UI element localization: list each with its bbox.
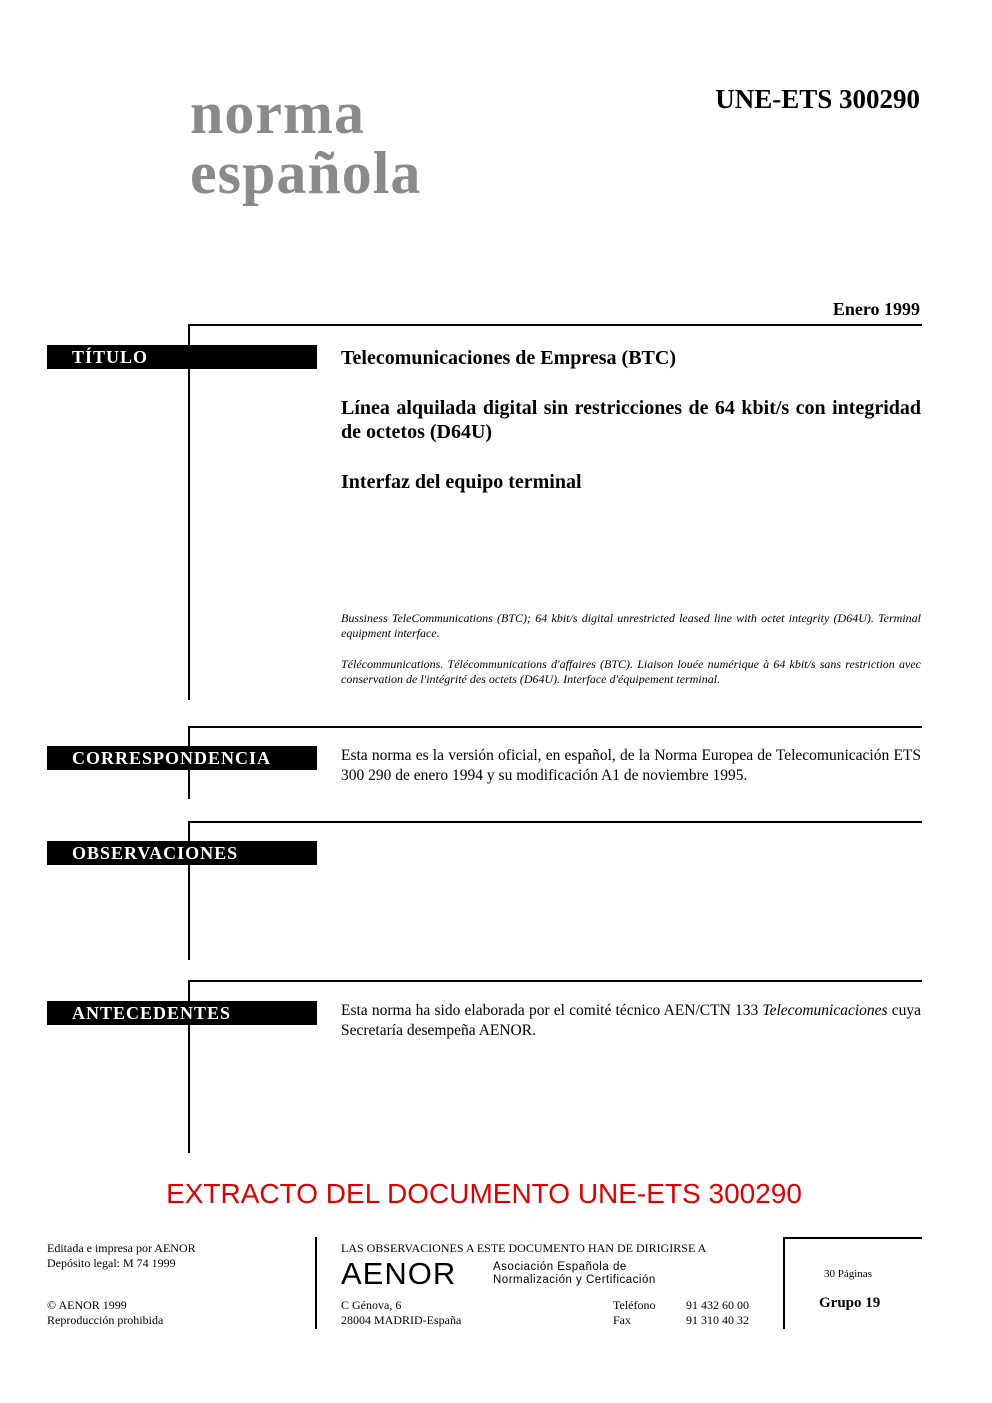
footer-reproduction: Reproducción prohibida bbox=[47, 1313, 164, 1327]
aenor-association-line-1: Asociación Española de bbox=[493, 1261, 627, 1273]
group-number: Grupo 19 bbox=[819, 1295, 881, 1311]
brand-line-1: norma bbox=[190, 80, 365, 146]
title-sub: Línea alquilada digital sin restricciones de 64 kbit/s con integridad de octetos (D64U) bbox=[341, 397, 921, 443]
footer-deposit: Depósito legal: M 74 1999 bbox=[47, 1256, 176, 1270]
footer-phone-label: Teléfono bbox=[613, 1298, 656, 1312]
footer-phone: 91 432 60 00 bbox=[686, 1298, 749, 1312]
extract-notice: EXTRACTO DEL DOCUMENTO UNE-ETS 300290 bbox=[166, 1178, 802, 1209]
section-label-observaciones: OBSERVACIONES bbox=[47, 841, 317, 865]
aenor-association-line-2: Normalización y Certificación bbox=[493, 1274, 656, 1286]
antecedentes-text-before: Esta norma ha sido elaborada por el comité técnico AEN/CTN 133 bbox=[341, 1002, 763, 1019]
footer-address-2: 28004 MADRID-España bbox=[341, 1313, 462, 1327]
section-label-titulo: TÍTULO bbox=[47, 345, 317, 369]
section-label-antecedentes: ANTECEDENTES bbox=[47, 1001, 317, 1025]
footer-observations: LAS OBSERVACIONES A ESTE DOCUMENTO HAN DE DIRIGIRSE A bbox=[341, 1241, 707, 1255]
footer-divider-right-horizontal bbox=[783, 1237, 922, 1239]
title-part: Interfaz del equipo terminal bbox=[341, 471, 582, 493]
footer-divider-right-vertical bbox=[783, 1237, 785, 1329]
footer-copyright: © AENOR 1999 bbox=[47, 1298, 127, 1312]
title-main: Telecomunicaciones de Empresa (BTC) bbox=[341, 347, 676, 369]
footer-fax: 91 310 40 32 bbox=[686, 1313, 749, 1327]
footer-address-1: C Génova, 6 bbox=[341, 1298, 402, 1312]
antecedentes-text-after: cuya Secretaría desempeña AENOR. bbox=[341, 1002, 921, 1039]
section-vline-titulo bbox=[188, 324, 190, 700]
section-label-correspondencia: CORRESPONDENCIA bbox=[47, 746, 317, 770]
brand-line-2: española bbox=[190, 140, 422, 206]
footer-fax-label: Fax bbox=[613, 1313, 631, 1327]
correspondencia-text: Esta norma es la versión oficial, en español, de la Norma Europea de Telecomunicación ETS 300 290 de enero 1994 y su modificación A1 de noviembre 1995. bbox=[341, 747, 921, 784]
section-divider-correspondencia bbox=[188, 726, 922, 728]
standard-code: UNE-ETS 300290 bbox=[715, 84, 920, 114]
section-divider-antecedentes bbox=[188, 980, 922, 982]
section-divider-titulo bbox=[188, 324, 922, 326]
footer-edited: Editada e impresa por AENOR bbox=[47, 1241, 196, 1255]
antecedentes-committee: Telecomunicaciones bbox=[762, 1002, 888, 1019]
title-english: Bussiness TeleCommunications (BTC); 64 kbit/s digital unrestricted leased line with octet integrity (D64U). Terminal equipment interface. bbox=[341, 611, 921, 640]
publication-date: Enero 1999 bbox=[832, 299, 920, 319]
aenor-logo: AENOR bbox=[341, 1256, 457, 1291]
page-count: 30 Páginas bbox=[824, 1268, 872, 1280]
antecedentes-text bbox=[341, 1001, 921, 1041]
footer-divider-left bbox=[315, 1237, 317, 1329]
title-french: Télécommunications. Télécommunications d'affaires (BTC). Liaison louée numérique à 64 kbit/s sans restriction avec conservation de l'intégrité des octets (D64U). Interface d'équipement terminal. bbox=[341, 657, 921, 686]
section-divider-observaciones bbox=[188, 821, 922, 823]
